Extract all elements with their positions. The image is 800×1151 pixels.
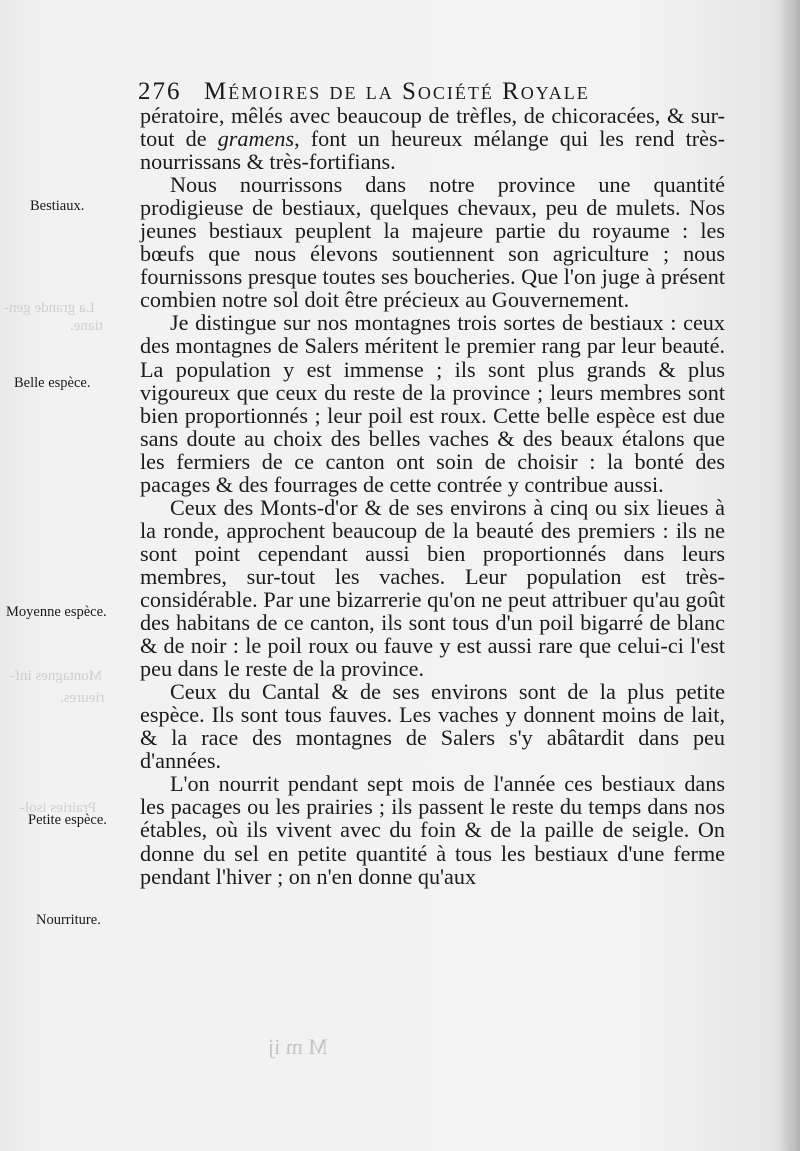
bleed-through-note: Montagnes inf- — [10, 668, 103, 684]
margin-note-moyenne-espece: Moyenne espèce. — [6, 604, 107, 620]
bleed-through-note: Prairies isol- — [20, 800, 97, 816]
margin-note-belle-espece: Belle espèce. — [14, 375, 91, 391]
margin-note-nourriture: Nourriture. — [36, 912, 101, 928]
margin-note-petite-espece: Petite espèce. — [28, 812, 107, 828]
body-text — [140, 104, 725, 888]
page-number: 276 — [138, 78, 182, 105]
paragraph — [140, 104, 725, 173]
page-edge-shadow — [778, 0, 800, 1151]
paragraph-text: , font un heureux mélange qui les rend très-nourrissans & très-fortifians. — [140, 126, 725, 175]
bleed-through-signature: M m ij — [268, 1034, 328, 1059]
margin-note-bestiaux: Bestiaux. — [30, 198, 85, 214]
paragraph: Nous nourrissons dans notre province une quantité prodigieuse de bestiaux, quelques chevaux, peu de mulets. Nos jeunes bestiaux peuplent la majeure partie du royaume : les bœufs que nous élevons soutiennent son agriculture ; nous fournissons presque toutes ses boucheries. Que l'on juge à présent combien notre sol doit être précieux au Gouvernement. — [140, 172, 725, 313]
italic-term: gramens — [217, 126, 295, 152]
paragraph-text: pératoire, mêlés avec beaucoup de trèfles, de chicoracées, & sur-tout de — [140, 103, 725, 152]
paragraph: Ceux du Cantal & de ses environs sont de la plus petite espèce. Ils sont tous fauves. Les vaches y donnent moins de lait, & la race des montagnes de Salers s'y abâtardit dans peu d'années. — [140, 679, 725, 774]
bleed-through-note: rieures. — [60, 690, 105, 706]
bleed-through-note: La grande gen- — [4, 300, 95, 316]
paragraph: L'on nourrit pendant sept mois de l'année ces bestiaux dans les pacages ou les prairies ; ils passent le reste du temps dans nos étables, où ils vivent avec du foin & de la paille de seigle. On donne du sel en petite quantité à tous les bestiaux d'une ferme pendant l'hiver ; on n'en donne qu'aux — [140, 771, 725, 889]
paragraph: Ceux des Monts-d'or & de ses environs à cinq ou six lieues à la ronde, approchent beaucoup de la beauté des premiers : ils ne sont point cependant aussi bien proportionnés dans leurs membres, sur-tout les vaches. Leur population est très-considérable. Par une bizarrerie qu'on ne peut attribuer qu'au goût des habitans de ce canton, ils sont tous d'un poil bigarré de blanc & de noir : le poil roux ou fauve y est aussi rare que celui-ci l'est peu dans le reste de la province. — [140, 494, 725, 682]
bleed-through-note: tiane. — [70, 318, 103, 334]
running-title: Mémoires de la Société Royale — [204, 78, 590, 105]
paragraph: Je distingue sur nos montagnes trois sortes de bestiaux : ceux des montagnes de Salers méritent le premier rang par leur beauté. La population y est immense ; ils sont plus grands & plus vigoureux que ceux du reste de la province ; leurs membres sont bien proportionnés ; leur poil est roux. Cette belle espèce est due sans doute au choix des belles vaches & des beaux étalons que les fermiers de ce canton ont soin de choisir : la bonté des pacages & des fourrages de cette contrée y contribue aussi. — [140, 310, 725, 497]
